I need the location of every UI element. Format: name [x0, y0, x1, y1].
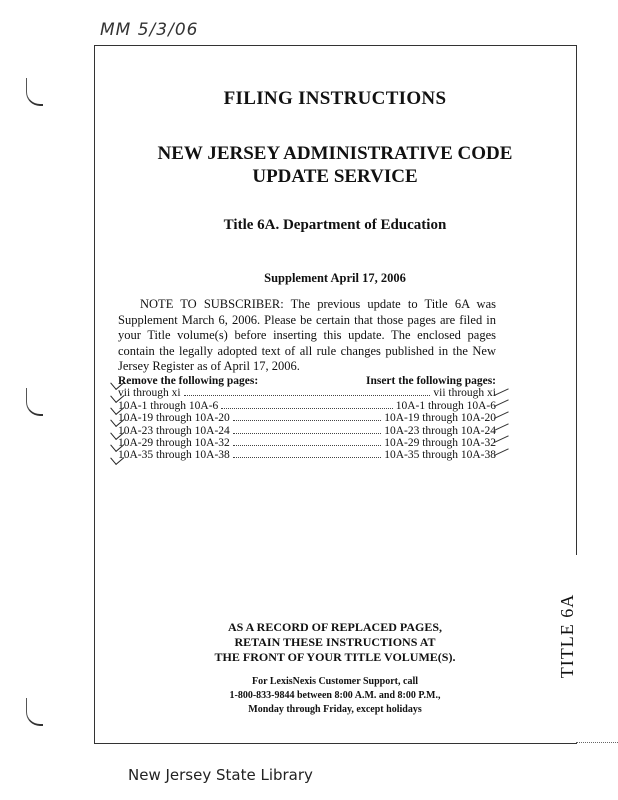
insert-header: Insert the following pages: [365, 375, 496, 387]
remove-range: 10A-1 through 10A-6 [118, 399, 219, 412]
remove-range: 10A-19 through 10A-20 [118, 412, 230, 425]
page-row [118, 437, 496, 449]
record-line: THE FRONT OF YOUR TITLE VOLUME(S). [214, 650, 456, 664]
insert-range: 10A-1 through 10A-6 [395, 399, 496, 412]
supplement-date: Supplement April 17, 2006 [264, 271, 406, 285]
page-list-header [118, 375, 496, 387]
page-row [118, 400, 496, 412]
insert-range: 10A-23 through 10A-24 [384, 424, 496, 437]
support-line: 1-800-833-9844 between 8:00 A.M. and 8:00 P.M., [229, 690, 441, 701]
remove-header: Remove the following pages: [118, 375, 259, 387]
record-line: AS A RECORD OF REPLACED PAGES, [227, 620, 443, 634]
note-to-subscriber: NOTE TO SUBSCRIBER: The previous update to Title 6A was Supplement March 6, 2006. Please be certain that those pages are filed in your Title volume(s) before inserting this update. The enclosed pages contain the legally adopted text of all rule changes published in the New Jersey Register as of April 17, 2006. [118, 297, 496, 373]
binder-hole-top [26, 78, 43, 106]
insert-range: vii through xi [433, 387, 496, 400]
remove-range: 10A-35 through 10A-38 [118, 449, 230, 462]
support-line: Monday through Friday, except holidays [248, 704, 422, 715]
service-title-line-2: UPDATE SERVICE [252, 166, 418, 187]
dot-leader [233, 425, 381, 434]
page-frame-right-edge [576, 45, 577, 555]
dot-leader [233, 412, 381, 421]
handwritten-initials-date: MM 5/3/06 [100, 20, 199, 40]
dot-leader [221, 400, 392, 409]
insert-range: 10A-35 through 10A-38 [384, 449, 496, 462]
page-row [118, 425, 496, 437]
binder-hole-middle [26, 388, 43, 416]
update-service-title [94, 142, 576, 188]
record-line: RETAIN THESE INSTRUCTIONS AT [234, 635, 436, 649]
customer-support-info [94, 675, 576, 717]
dot-leader [233, 437, 381, 446]
page-row [118, 387, 496, 399]
page-row [118, 449, 496, 461]
dot-leader [184, 387, 431, 396]
side-tab-title: TITLE 6A [557, 593, 577, 679]
page-replacement-list [118, 375, 496, 462]
remove-range: vii through xi [118, 387, 181, 400]
library-stamp: New Jersey State Library [128, 766, 313, 784]
remove-range: 10A-29 through 10A-32 [118, 437, 230, 450]
filing-instructions-title: FILING INSTRUCTIONS [223, 88, 447, 109]
insert-range: 10A-29 through 10A-32 [384, 437, 496, 450]
remove-range: 10A-23 through 10A-24 [118, 424, 230, 437]
dot-leader [233, 449, 381, 458]
service-title-line-1: NEW JERSEY ADMINISTRATIVE CODE [157, 143, 513, 164]
dotted-edge-line [576, 742, 618, 743]
record-instructions [94, 620, 576, 665]
support-line: For LexisNexis Customer Support, call [251, 676, 418, 687]
insert-range: 10A-19 through 10A-20 [384, 412, 496, 425]
page-row [118, 412, 496, 424]
binder-hole-bottom [26, 698, 43, 726]
title-department: Title 6A. Department of Education [223, 217, 447, 233]
